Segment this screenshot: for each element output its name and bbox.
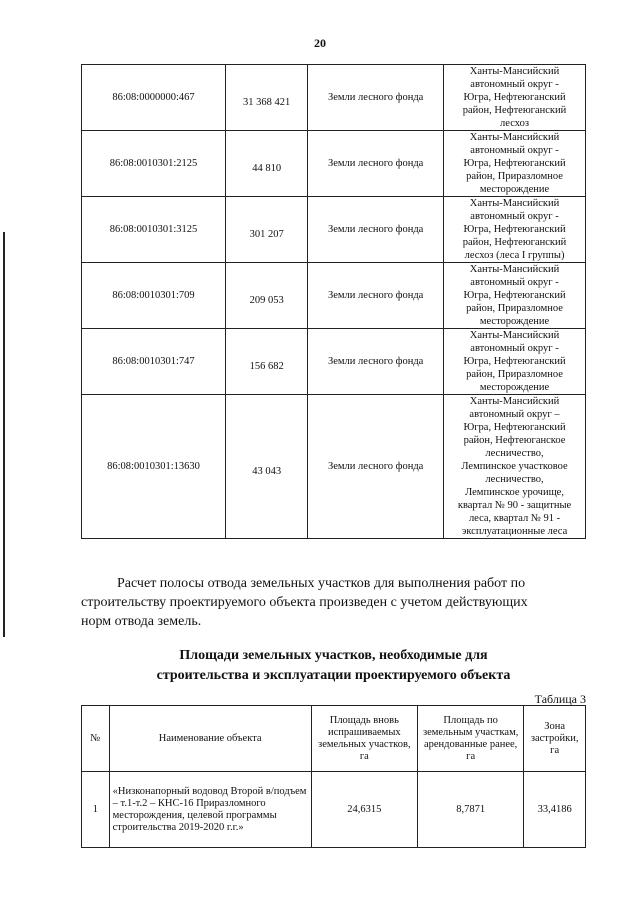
location-line: Югра, Нефтеюганский [463, 356, 566, 367]
location-line: Ханты-Мансийский [469, 396, 560, 407]
parcel-area: 43 043 [226, 395, 308, 539]
location-line: лесхоз (леса I группы) [464, 250, 565, 261]
location-line: Ханты-Мансийский [469, 66, 560, 77]
location-line: район, Нефтеюганское [463, 435, 566, 446]
paragraph-line: норм отвода земель. [81, 614, 202, 629]
heading-line: Площади земельных участков, необходимые для [179, 648, 488, 663]
section-heading [81, 646, 586, 686]
parcel-row [82, 395, 586, 539]
location-line: Лемпинское урочище, [465, 487, 564, 498]
land-category: Земли лесного фонда [308, 131, 444, 197]
location-line: Югра, Нефтеюганский [463, 158, 566, 169]
location-line: Югра, Нефтеюганский [463, 224, 566, 235]
row-number: 1 [82, 772, 110, 848]
heading-line: строительства и эксплуатации проектируемого объекта [156, 668, 511, 683]
areas-table [81, 705, 586, 848]
location-line: автономный округ - [470, 211, 559, 222]
location-line: Югра, Нефтеюганский [463, 290, 566, 301]
location-line: автономный округ – [469, 409, 560, 420]
location-line: лесничество, [485, 448, 544, 459]
parcel-area: 156 682 [226, 329, 308, 395]
location-line: район, Приразломное [466, 369, 563, 380]
parcels-table-body [82, 65, 586, 539]
location-line: район, Приразломное [466, 303, 563, 314]
parcel-area: 44 810 [226, 131, 308, 197]
location-line: лесничество, [485, 474, 544, 485]
page-number: 20 [314, 36, 326, 50]
header-zone: Зона застройки, га [524, 706, 586, 772]
location-line: автономный округ - [470, 277, 559, 288]
header-leased-area: Площадь по земельным участкам, арендованные ранее, га [417, 706, 523, 772]
parcel-area: 301 207 [226, 197, 308, 263]
location-line: автономный округ - [470, 79, 559, 90]
header-new-area: Площадь вновь испрашиваемых земельных участков, га [311, 706, 417, 772]
location-line: Ханты-Мансийский [469, 132, 560, 143]
leased-area-value: 8,7871 [417, 772, 523, 848]
parcel-area: 31 368 421 [226, 65, 308, 131]
parcel-row [82, 131, 586, 197]
location-line: квартал № 90 - защитные [457, 500, 572, 511]
location-line: месторождение [479, 382, 550, 393]
location-line: месторождение [479, 316, 550, 327]
parcel-location [444, 263, 586, 329]
location-line: автономный округ - [470, 343, 559, 354]
body-paragraph [81, 574, 586, 631]
land-category: Земли лесного фонда [308, 329, 444, 395]
location-line: эксплуатационные леса [461, 526, 568, 537]
land-category: Земли лесного фонда [308, 395, 444, 539]
location-line: леса, квартал № 91 - [468, 513, 561, 524]
new-area-value: 24,6315 [311, 772, 417, 848]
table-row [82, 772, 586, 848]
land-category: Земли лесного фонда [308, 65, 444, 131]
paragraph-line: строительству проектируемого объекта произведен с учетом действующих [81, 595, 528, 610]
parcel-location [444, 65, 586, 131]
cadastral-number: 86:08:0010301:2125 [82, 131, 226, 197]
parcel-row [82, 329, 586, 395]
parcel-row [82, 65, 586, 131]
location-line: Ханты-Мансийский [469, 264, 560, 275]
object-name: «Низконапорный водовод Второй в/подъем – т.1-т.2 – КНС-16 Приразломного месторождения, целевой программы строительства 2019-2020 г.г.» [109, 772, 311, 848]
location-line: Ханты-Мансийский [469, 330, 560, 341]
land-category: Земли лесного фонда [308, 263, 444, 329]
parcel-location [444, 395, 586, 539]
scan-smudge [340, 2, 370, 10]
cadastral-number: 86:08:0010301:709 [82, 263, 226, 329]
paragraph-line: Расчет полосы отвода земельных участков для выполнения работ по [117, 576, 526, 591]
cadastral-number: 86:08:0010301:13630 [82, 395, 226, 539]
location-line: автономный округ - [470, 145, 559, 156]
location-line: Югра, Нефтеюганский [463, 92, 566, 103]
location-line: месторождение [479, 184, 550, 195]
location-line: район, Приразломное [466, 171, 563, 182]
cadastral-number: 86:08:0010301:747 [82, 329, 226, 395]
location-line: район, Нефтеюганский [462, 237, 567, 248]
header-object-name: Наименование объекта [109, 706, 311, 772]
parcel-location [444, 197, 586, 263]
location-line: Лемпинское участковое [461, 461, 568, 472]
land-category: Земли лесного фонда [308, 197, 444, 263]
parcel-location [444, 329, 586, 395]
location-line: район, Нефтеюганский [462, 105, 567, 116]
location-line: лесхоз [500, 118, 529, 129]
zone-value: 33,4186 [524, 772, 586, 848]
header-number: № [82, 706, 110, 772]
parcel-row [82, 263, 586, 329]
location-line: Югра, Нефтеюганский [463, 422, 566, 433]
parcels-table [81, 64, 586, 539]
parcel-area: 209 053 [226, 263, 308, 329]
cadastral-number: 86:08:0000000:467 [82, 65, 226, 131]
location-line: Ханты-Мансийский [469, 198, 560, 209]
parcel-row [82, 197, 586, 263]
scan-margin-mark [3, 232, 5, 637]
table-caption: Таблица 3 [534, 692, 586, 706]
parcel-location [444, 131, 586, 197]
cadastral-number: 86:08:0010301:3125 [82, 197, 226, 263]
